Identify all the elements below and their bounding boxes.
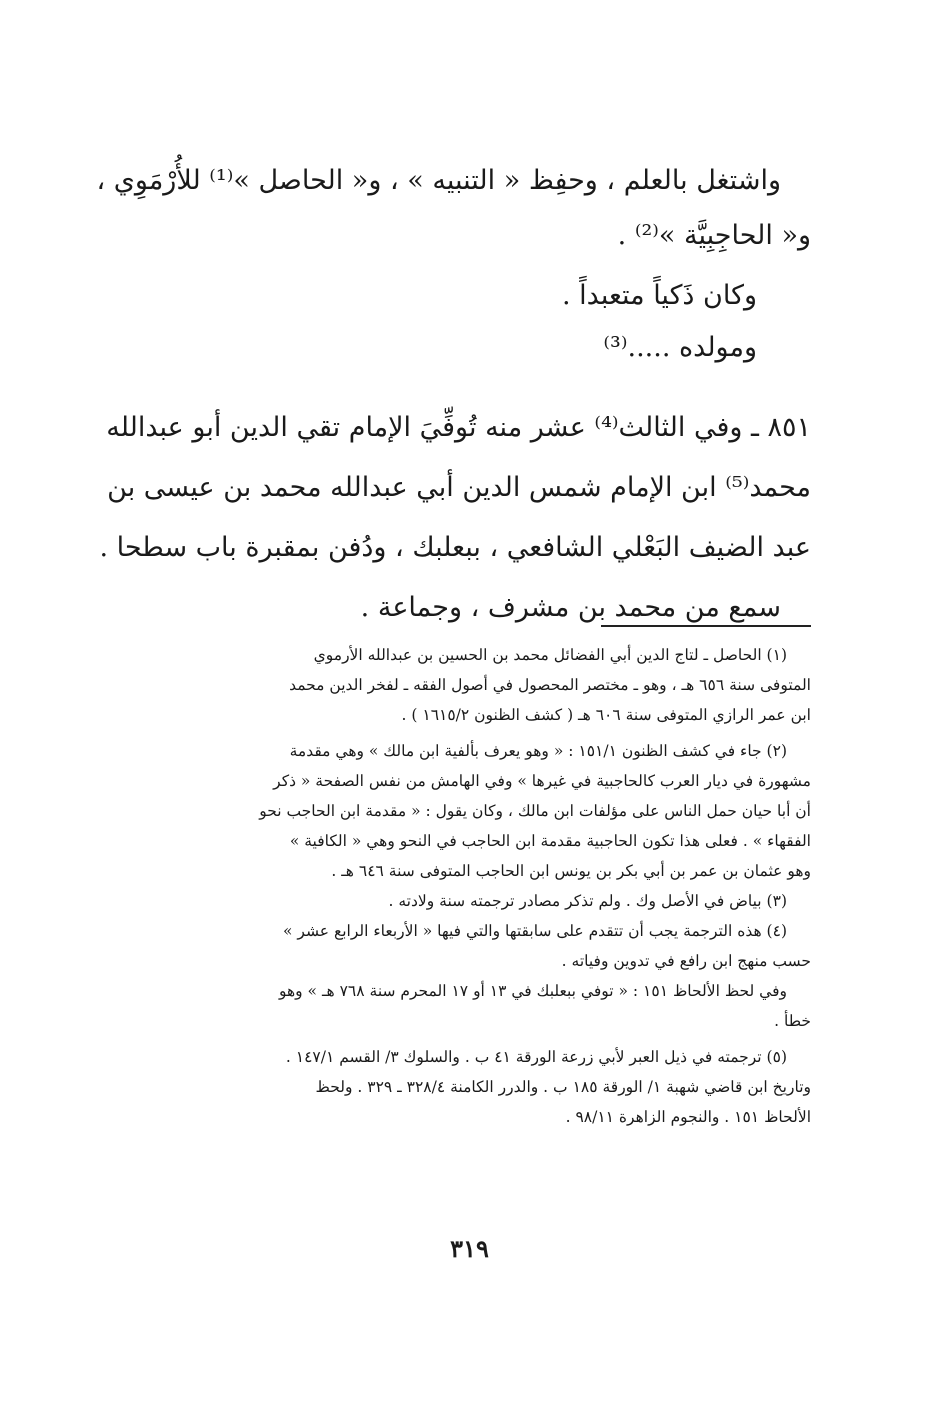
footnote-line: (٢) جاء في كشف الظنون ١٥١/١ : « وهو يعرف بألفية ابن مالك » وهي مقدمة <box>289 742 787 760</box>
main-text <box>96 150 811 638</box>
footnote-line: وتاريخ ابن قاضي شهبة ١/ الورقة ١٨٥ ب . والدرر الكامنة ٣٢٨/٤ ـ ٣٢٩ . ولحظ <box>315 1078 811 1096</box>
footnote-line: (٤) هذه الترجمة يجب أن تتقدم على سابقتها والتي فيها « الأربعاء الرابع عشر » <box>282 922 787 940</box>
main-line: محمد⁽⁵⁾ ابن الإمام شمس الدين أبي عبدالله محمد بن عيسى بن <box>107 472 811 503</box>
main-line: واشتغل بالعلم ، وحفِظ « التنبيه » ، و« الحاصل »⁽¹⁾ للأُرْمَوِي ، <box>96 165 781 196</box>
main-line: عبد الضيف البَعْلي الشافعي ، ببعلبك ، ودُفن بمقبرة باب سطحا . <box>99 532 811 563</box>
footnote-divider <box>601 625 811 627</box>
footnote-line: ابن عمر الرازي المتوفى سنة ٦٠٦ هـ ( كشف الظنون ١٦١٥/٢ ) . <box>401 706 811 724</box>
footnote-line: حسب منهج ابن رافع في تدوين وفياته . <box>561 952 811 970</box>
main-line: وكان ذَكياً متعبداً . <box>562 280 757 311</box>
page-number: ٣١٩ <box>450 1234 489 1263</box>
entry-heading-line: ٨٥١ ـ وفي الثالث⁽⁴⁾ عشر منه تُوفِّيَ الإمام تقي الدين أبو عبدالله <box>106 412 811 443</box>
footnote-line: الألحاظ ١٥١ . والنجوم الزاهرة ٩٨/١١ . <box>565 1108 811 1126</box>
footnotes <box>121 640 811 1132</box>
main-line: سمع من محمد بن مشرف ، وجماعة . <box>360 592 781 623</box>
footnote-line: (١) الحاصل ـ لتاج الدين أبي الفضائل محمد بن الحسين بن عبدالله الأرموي <box>313 646 787 664</box>
main-line: و« الحاجِبِيَّة »⁽²⁾ . <box>617 220 811 251</box>
footnote-line: وهو عثمان بن عمر بن أبي بكر بن يونس ابن الحاجب المتوفى سنة ٦٤٦ هـ . <box>331 862 811 880</box>
footnote-line: أن أبا حيان حمل الناس على مؤلفات ابن مالك ، وكان يقول : « مقدمة ابن الحاجب نحو <box>259 802 811 820</box>
main-line: ومولده .....⁽³⁾ <box>603 332 757 363</box>
footnote-line: وفي لحظ الألحاظ ١٥١ : « توفي ببعلبك في ١٣ أو ١٧ المحرم سنة ٧٦٨ هـ » وهو <box>278 982 787 1000</box>
footnote-line: (٥) ترجمته في ذيل العبر لأبي زرعة الورقة ٤١ ب . والسلوك ٣/ القسم ١٤٧/١ . <box>285 1048 787 1066</box>
footnote-line: (٣) بياض في الأصل وك . ولم تذكر مصادر ترجمته سنة ولادته . <box>388 892 787 910</box>
footnote-line: مشهورة في ديار العرب كالحاجبية في غيرها » وفي الهامش من نفس الصفحة « ذكر <box>273 772 811 790</box>
footnote-line: المتوفى سنة ٦٥٦ هـ ، وهو ـ مختصر المحصول في أصول الفقه ـ لفخر الدين محمد <box>289 676 811 694</box>
footnote-line: خطأ . <box>774 1012 811 1030</box>
footnote-line: الفقهاء » . فعلى هذا تكون الحاجبية مقدمة ابن الحاجب في النحو وهي « الكافية » <box>289 832 811 850</box>
